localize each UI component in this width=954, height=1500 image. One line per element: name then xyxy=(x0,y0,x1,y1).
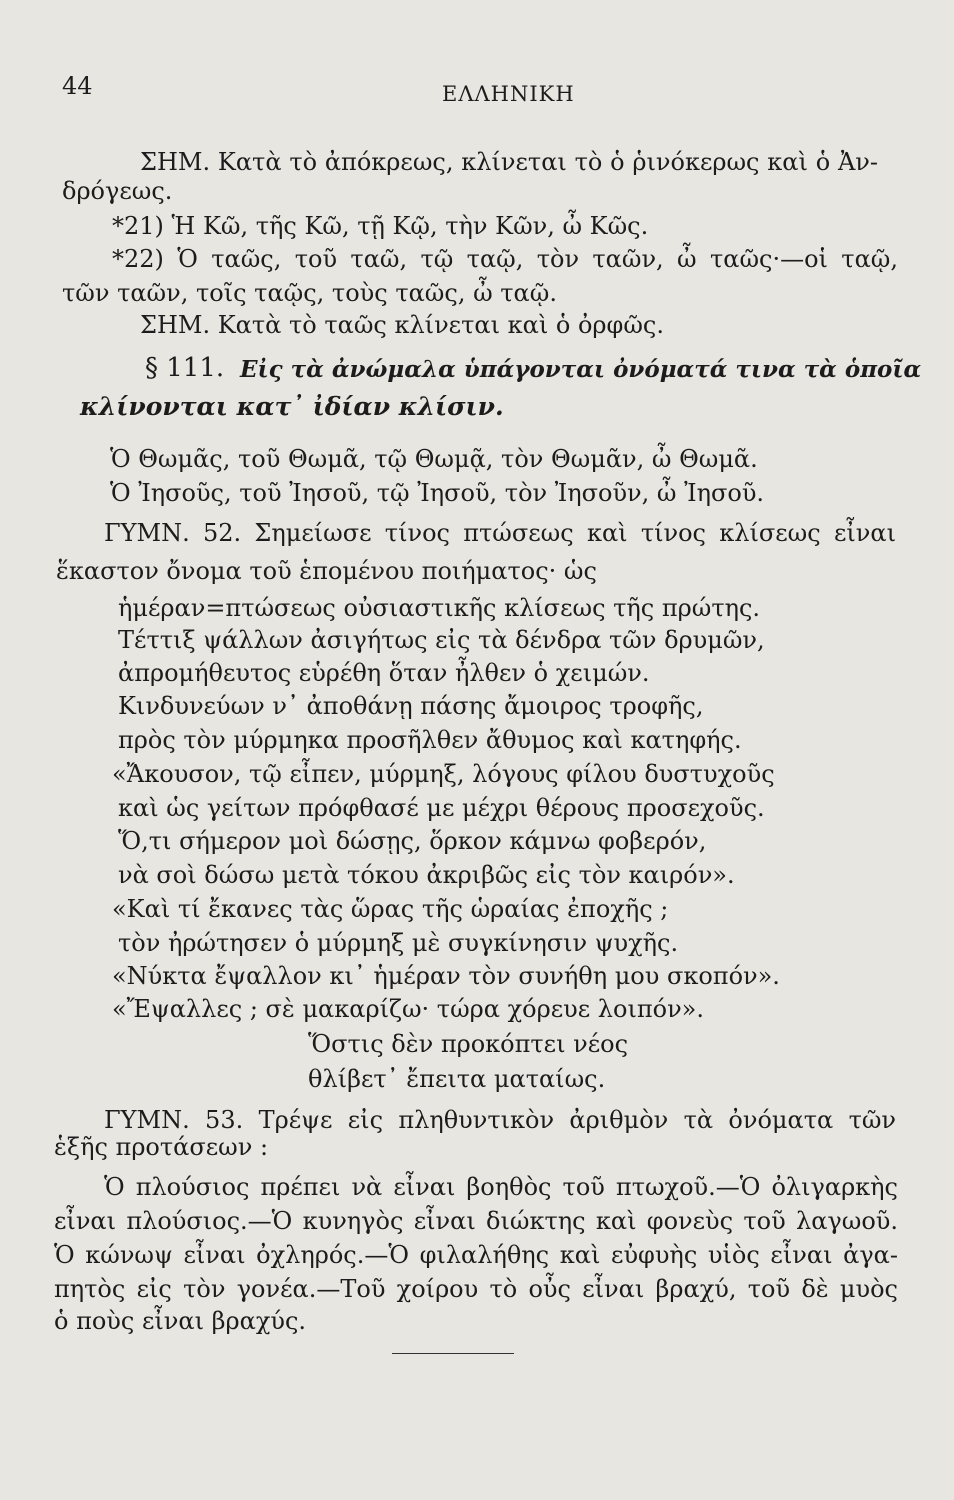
page-number: 44 xyxy=(62,72,93,100)
poem-moral-line: θλίβετ᾽ ἔπειτα ματαίως. xyxy=(308,1065,606,1093)
note-line: ΣΗΜ. Κατὰ τὸ ταῶς κλίνεται καὶ ὁ ὀρφῶς. xyxy=(140,311,664,339)
exercise-text: ὁ ποὺς εἶναι βραχύς. xyxy=(54,1307,307,1335)
example-line: τῶν ταῶν, τοῖς ταῷς, τοὺς ταῶς, ὦ ταῷ. xyxy=(62,279,557,307)
example-line: *22) Ὁ ταῶς, τοῦ ταῶ, τῷ ταῷ, τὸν ταῶν, ὦ ταῶς·—οἱ ταῷ, xyxy=(112,245,898,273)
poem-moral-line: Ὅστις δὲν προκόπτει νέος xyxy=(308,1030,629,1058)
example-line: *21) Ἡ Κῶ, τῆς Κῶ, τῇ Κῷ, τὴν Κῶν, ὦ Κῶς. xyxy=(112,212,649,240)
exercise-text: Ὁ πλούσιος πρέπει νὰ εἶναι βοηθὸς τοῦ πτωχοῦ.—Ὁ ὀλιγαρκὴς xyxy=(104,1173,898,1201)
poem-line: ἀπρομήθευτος εὑρέθη ὅταν ἦλθεν ὁ χειμών. xyxy=(118,659,650,687)
declension-line: Ὁ Ἰησοῦς, τοῦ Ἰησοῦ, τῷ Ἰησοῦ, τὸν Ἰησοῦν, ὦ Ἰησοῦ. xyxy=(110,479,765,507)
poem-line: Ὅ,τι σήμερον μοὶ δώσῃς, ὅρκον κάμνω φοβερόν, xyxy=(118,827,707,855)
poem-line: πρὸς τὸν μύρμηκα προσῆλθεν ἄθυμος καὶ κατηφής. xyxy=(118,726,742,754)
poem-line: «Νύκτα ἔψαλλον κι᾽ ἡμέραν τὸν συνήθη μου σκοπόν». xyxy=(112,962,780,990)
exercise-heading: ΓΥΜΝ. 53. Τρέψε εἰς πληθυντικὸν ἀριθμὸν τὰ ὀνόματα τῶν xyxy=(104,1106,896,1134)
poem-line: «Ἄκουσον, τῷ εἶπεν, μύρμηξ, λόγους φίλου δυστυχοῦς xyxy=(112,760,775,788)
exercise-text: Ὁ κώνωψ εἶναι ὀχληρός.—Ὁ φιλαλήθης καὶ εὐφυὴς υἱὸς εἶναι ἀγα- xyxy=(54,1241,898,1269)
section-number: § 111. xyxy=(145,353,225,383)
poem-line: καὶ ὡς γείτων πρόφθασέ με μέχρι θέρους προσεχοῦς. xyxy=(118,794,765,822)
running-head: ΕΛΛΗΝΙΚΗ xyxy=(442,82,575,106)
poem-line: ἡμέραν=πτώσεως οὐσιαστικῆς κλίσεως τῆς πρώτης. xyxy=(118,594,761,622)
exercise-text: ἑξῆς προτάσεων : xyxy=(54,1133,269,1161)
exercise-heading: ΓΥΜΝ. 52. Σημείωσε τίνος πτώσεως καὶ τίνος κλίσεως εἶναι xyxy=(104,519,896,547)
exercise-text: πητὸς εἰς τὸν γονέα.—Τοῦ χοίρου τὸ οὖς εἶναι βραχύ, τοῦ δὲ μυὸς xyxy=(54,1275,898,1303)
poem-line: τὸν ἠρώτησεν ὁ μύρμηξ μὲ συγκίνησιν ψυχῆς. xyxy=(118,929,679,957)
section-heading: κλίνονται κατ᾽ ἰδίαν κλίσιν. xyxy=(80,392,504,421)
poem-line: Τέττιξ ψάλλων ἀσιγήτως εἰς τὰ δένδρα τῶν δρυμῶν, xyxy=(118,626,765,654)
declension-line: Ὁ Θωμᾶς, τοῦ Θωμᾶ, τῷ Θωμᾷ, τὸν Θωμᾶν, ὦ Θωμᾶ. xyxy=(110,445,758,473)
poem-line: νὰ σοὶ δώσω μετὰ τόκου ἀκριβῶς εἰς τὸν καιρόν». xyxy=(118,861,735,889)
section-heading: Εἰς τὰ ἀνώμαλα ὑπάγονται ὀνόματά τινα τὰ ὁποῖα xyxy=(240,356,922,383)
exercise-text: εἶναι πλούσιος.—Ὁ κυνηγὸς εἶναι διώκτης καὶ φονεὺς τοῦ λαγωοῦ. xyxy=(54,1207,898,1235)
poem-line: «Καὶ τί ἔκανες τὰς ὥρας τῆς ὡραίας ἐποχῆς ; xyxy=(112,895,669,923)
exercise-text: ἕκαστον ὄνομα τοῦ ἑπομένου ποιήματος· ὡς xyxy=(56,557,597,585)
note-line: ΣΗΜ. Κατὰ τὸ ἀπόκρεως, κλίνεται τὸ ὁ ῥινόκερως καὶ ὁ Ἀν- xyxy=(140,148,878,176)
end-rule xyxy=(392,1353,514,1354)
poem-line: Κινδυνεύων ν᾽ ἀποθάνῃ πάσης ἄμοιρος τροφῆς, xyxy=(118,692,704,720)
poem-line: «Ἔψαλλες ; σὲ μακαρίζω· τώρα χόρευε λοιπόν». xyxy=(112,995,704,1023)
note-line: δρόγεως. xyxy=(62,177,173,205)
